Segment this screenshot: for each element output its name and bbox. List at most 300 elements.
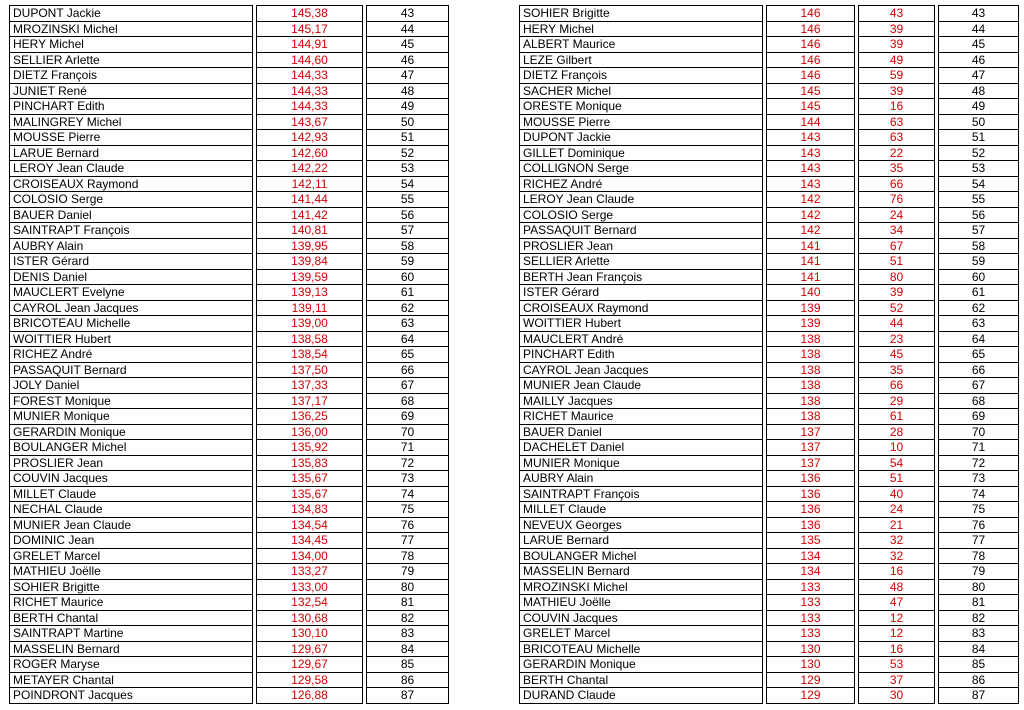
table-row — [10, 657, 449, 673]
score-cell: 145 — [767, 99, 855, 115]
rank-cell: 50 — [939, 114, 1019, 130]
rank-cell: 85 — [939, 657, 1019, 673]
table-row — [520, 378, 1019, 394]
name-cell: JUNIET René — [10, 83, 253, 99]
table-row — [10, 145, 449, 161]
rank-cell: 61 — [367, 285, 449, 301]
rank-cell: 70 — [939, 424, 1019, 440]
rank-cell: 72 — [367, 455, 449, 471]
left-ranking-table — [9, 5, 449, 704]
average-cell: 132,54 — [257, 595, 363, 611]
average-cell: 130,68 — [257, 610, 363, 626]
score-cell: 143 — [767, 145, 855, 161]
name-cell: POINDRONT Jacques — [10, 688, 253, 704]
rank-cell: 48 — [939, 83, 1019, 99]
name-cell: METAYER Chantal — [10, 672, 253, 688]
table-row — [10, 99, 449, 115]
name-cell: SELLIER Arlette — [10, 52, 253, 68]
points-cell: 28 — [859, 424, 935, 440]
name-cell: NEVEUX Georges — [520, 517, 763, 533]
name-cell: BAUER Daniel — [10, 207, 253, 223]
name-cell: PINCHART Edith — [520, 347, 763, 363]
table-row — [520, 21, 1019, 37]
average-cell: 134,83 — [257, 502, 363, 518]
name-cell: GILLET Dominique — [520, 145, 763, 161]
table-row — [520, 610, 1019, 626]
score-cell: 146 — [767, 52, 855, 68]
points-cell: 16 — [859, 564, 935, 580]
table-row — [520, 641, 1019, 657]
rank-cell: 68 — [367, 393, 449, 409]
rank-cell: 75 — [939, 502, 1019, 518]
table-row — [10, 440, 449, 456]
average-cell: 141,44 — [257, 192, 363, 208]
score-cell: 134 — [767, 564, 855, 580]
average-cell: 137,50 — [257, 362, 363, 378]
points-cell: 49 — [859, 52, 935, 68]
table-row — [10, 610, 449, 626]
name-cell: NECHAL Claude — [10, 502, 253, 518]
rank-cell: 86 — [939, 672, 1019, 688]
score-cell: 137 — [767, 440, 855, 456]
average-cell: 129,58 — [257, 672, 363, 688]
rank-cell: 84 — [939, 641, 1019, 657]
table-row — [520, 486, 1019, 502]
table-row — [10, 176, 449, 192]
table-row — [520, 672, 1019, 688]
rank-cell: 67 — [939, 378, 1019, 394]
name-cell: COLLIGNON Serge — [520, 161, 763, 177]
score-cell: 142 — [767, 192, 855, 208]
name-cell: DURAND Claude — [520, 688, 763, 704]
name-cell: MAUCLERT André — [520, 331, 763, 347]
name-cell: GERARDIN Monique — [10, 424, 253, 440]
table-row — [520, 145, 1019, 161]
table-row — [10, 207, 449, 223]
score-cell: 130 — [767, 657, 855, 673]
average-cell: 144,60 — [257, 52, 363, 68]
table-row — [10, 378, 449, 394]
rank-cell: 82 — [939, 610, 1019, 626]
table-row — [520, 471, 1019, 487]
table-row — [520, 99, 1019, 115]
average-cell: 129,67 — [257, 641, 363, 657]
average-cell: 126,88 — [257, 688, 363, 704]
points-cell: 67 — [859, 238, 935, 254]
table-row — [520, 424, 1019, 440]
score-cell: 142 — [767, 207, 855, 223]
score-cell: 146 — [767, 37, 855, 53]
name-cell: RICHEZ André — [520, 176, 763, 192]
name-cell: CAYROL Jean Jacques — [520, 362, 763, 378]
table-row — [10, 502, 449, 518]
name-cell: CROISEAUX Raymond — [10, 176, 253, 192]
table-row — [520, 564, 1019, 580]
average-cell: 138,58 — [257, 331, 363, 347]
average-cell: 144,33 — [257, 83, 363, 99]
name-cell: BOULANGER Michel — [10, 440, 253, 456]
average-cell: 141,42 — [257, 207, 363, 223]
rank-cell: 59 — [939, 254, 1019, 270]
name-cell: BERTH Chantal — [10, 610, 253, 626]
rank-cell: 60 — [367, 269, 449, 285]
table-row — [520, 83, 1019, 99]
rank-cell: 72 — [939, 455, 1019, 471]
points-cell: 35 — [859, 362, 935, 378]
table-row — [520, 254, 1019, 270]
name-cell: LEROY Jean Claude — [520, 192, 763, 208]
rank-cell: 52 — [367, 145, 449, 161]
table-row — [520, 238, 1019, 254]
average-cell: 134,45 — [257, 533, 363, 549]
score-cell: 137 — [767, 424, 855, 440]
score-cell: 130 — [767, 641, 855, 657]
average-cell: 130,10 — [257, 626, 363, 642]
rank-cell: 81 — [367, 595, 449, 611]
average-cell: 135,67 — [257, 471, 363, 487]
name-cell: COUVIN Jacques — [520, 610, 763, 626]
table-row — [10, 626, 449, 642]
name-cell: SAINTRAPT Martine — [10, 626, 253, 642]
name-cell: PROSLIER Jean — [520, 238, 763, 254]
name-cell: DACHELET Daniel — [520, 440, 763, 456]
rank-cell: 69 — [367, 409, 449, 425]
rank-cell: 65 — [367, 347, 449, 363]
rank-cell: 80 — [367, 579, 449, 595]
rank-cell: 62 — [367, 300, 449, 316]
table-row — [520, 533, 1019, 549]
table-row — [520, 517, 1019, 533]
average-cell: 138,54 — [257, 347, 363, 363]
name-cell: SOHIER Brigitte — [10, 579, 253, 595]
score-cell: 143 — [767, 161, 855, 177]
points-cell: 30 — [859, 688, 935, 704]
rank-cell: 43 — [367, 6, 449, 22]
rank-cell: 76 — [939, 517, 1019, 533]
name-cell: GRELET Marcel — [10, 548, 253, 564]
points-cell: 34 — [859, 223, 935, 239]
name-cell: PASSAQUIT Bernard — [520, 223, 763, 239]
table-row — [520, 409, 1019, 425]
table-row — [520, 6, 1019, 22]
score-cell: 139 — [767, 300, 855, 316]
rank-cell: 51 — [939, 130, 1019, 146]
average-cell: 129,67 — [257, 657, 363, 673]
rank-cell: 85 — [367, 657, 449, 673]
average-cell: 143,67 — [257, 114, 363, 130]
score-cell: 129 — [767, 688, 855, 704]
table-row — [520, 269, 1019, 285]
points-cell: 66 — [859, 378, 935, 394]
rank-cell: 87 — [367, 688, 449, 704]
points-cell: 39 — [859, 285, 935, 301]
rank-cell: 74 — [367, 486, 449, 502]
name-cell: AUBRY Alain — [10, 238, 253, 254]
table-row — [10, 114, 449, 130]
name-cell: MASSELIN Bernard — [10, 641, 253, 657]
name-cell: BRICOTEAU Michelle — [520, 641, 763, 657]
points-cell: 12 — [859, 610, 935, 626]
table-row — [520, 548, 1019, 564]
points-cell: 23 — [859, 331, 935, 347]
average-cell: 136,00 — [257, 424, 363, 440]
rank-cell: 77 — [367, 533, 449, 549]
average-cell: 139,13 — [257, 285, 363, 301]
points-cell: 32 — [859, 533, 935, 549]
table-row — [10, 269, 449, 285]
rank-cell: 73 — [939, 471, 1019, 487]
points-cell: 32 — [859, 548, 935, 564]
name-cell: BAUER Daniel — [520, 424, 763, 440]
rank-cell: 47 — [367, 68, 449, 84]
name-cell: LARUE Bernard — [10, 145, 253, 161]
score-cell: 129 — [767, 672, 855, 688]
points-cell: 51 — [859, 471, 935, 487]
average-cell: 139,84 — [257, 254, 363, 270]
table-row — [520, 285, 1019, 301]
rank-cell: 52 — [939, 145, 1019, 161]
average-cell: 133,00 — [257, 579, 363, 595]
table-row — [10, 641, 449, 657]
name-cell: MILLET Claude — [520, 502, 763, 518]
name-cell: SAINTRAPT François — [520, 486, 763, 502]
table-row — [10, 688, 449, 704]
name-cell: WOITTIER Hubert — [10, 331, 253, 347]
average-cell: 140,81 — [257, 223, 363, 239]
rank-cell: 69 — [939, 409, 1019, 425]
rank-cell: 70 — [367, 424, 449, 440]
name-cell: LEZE Gilbert — [520, 52, 763, 68]
table-row — [10, 347, 449, 363]
table-row — [10, 362, 449, 378]
rank-cell: 50 — [367, 114, 449, 130]
rank-cell: 57 — [367, 223, 449, 239]
table-row — [10, 300, 449, 316]
name-cell: MROZINSKI Michel — [520, 579, 763, 595]
score-cell: 141 — [767, 254, 855, 270]
rank-cell: 47 — [939, 68, 1019, 84]
table-row — [10, 517, 449, 533]
rank-cell: 83 — [367, 626, 449, 642]
name-cell: CAYROL Jean Jacques — [10, 300, 253, 316]
rank-cell: 58 — [939, 238, 1019, 254]
rank-cell: 43 — [939, 6, 1019, 22]
score-cell: 140 — [767, 285, 855, 301]
name-cell: MATHIEU Joëlle — [10, 564, 253, 580]
table-row — [10, 548, 449, 564]
table-row — [10, 238, 449, 254]
name-cell: DOMINIC Jean — [10, 533, 253, 549]
table-row — [520, 595, 1019, 611]
average-cell: 135,83 — [257, 455, 363, 471]
table-row — [10, 424, 449, 440]
points-cell: 54 — [859, 455, 935, 471]
table-row — [520, 579, 1019, 595]
table-row — [10, 161, 449, 177]
rank-cell: 87 — [939, 688, 1019, 704]
name-cell: DUPONT Jackie — [10, 6, 253, 22]
name-cell: LARUE Bernard — [520, 533, 763, 549]
name-cell: MUNIER Monique — [10, 409, 253, 425]
rank-cell: 54 — [367, 176, 449, 192]
rank-cell: 68 — [939, 393, 1019, 409]
points-cell: 37 — [859, 672, 935, 688]
rank-cell: 62 — [939, 300, 1019, 316]
average-cell: 142,60 — [257, 145, 363, 161]
name-cell: DUPONT Jackie — [520, 130, 763, 146]
average-cell: 135,67 — [257, 486, 363, 502]
points-cell: 80 — [859, 269, 935, 285]
points-cell: 39 — [859, 37, 935, 53]
table-row — [520, 223, 1019, 239]
rank-cell: 49 — [939, 99, 1019, 115]
name-cell: LEROY Jean Claude — [10, 161, 253, 177]
score-cell: 133 — [767, 626, 855, 642]
name-cell: MATHIEU Joëlle — [520, 595, 763, 611]
score-cell: 136 — [767, 517, 855, 533]
table-row — [10, 533, 449, 549]
score-cell: 133 — [767, 610, 855, 626]
average-cell: 139,00 — [257, 316, 363, 332]
name-cell: JOLY Daniel — [10, 378, 253, 394]
rank-cell: 53 — [939, 161, 1019, 177]
table-row — [520, 192, 1019, 208]
name-cell: MILLET Claude — [10, 486, 253, 502]
points-cell: 40 — [859, 486, 935, 502]
average-cell: 135,92 — [257, 440, 363, 456]
rank-cell: 66 — [367, 362, 449, 378]
rank-cell: 80 — [939, 579, 1019, 595]
rank-cell: 71 — [939, 440, 1019, 456]
name-cell: AUBRY Alain — [520, 471, 763, 487]
table-row — [520, 68, 1019, 84]
points-cell: 16 — [859, 641, 935, 657]
name-cell: MROZINSKI Michel — [10, 21, 253, 37]
rank-cell: 79 — [367, 564, 449, 580]
average-cell: 142,22 — [257, 161, 363, 177]
rank-cell: 77 — [939, 533, 1019, 549]
score-cell: 133 — [767, 595, 855, 611]
rank-cell: 55 — [367, 192, 449, 208]
table-row — [520, 502, 1019, 518]
rank-cell: 83 — [939, 626, 1019, 642]
name-cell: ALBERT Maurice — [520, 37, 763, 53]
table-row — [10, 130, 449, 146]
rank-cell: 67 — [367, 378, 449, 394]
table-row — [520, 300, 1019, 316]
name-cell: RICHEZ André — [10, 347, 253, 363]
rank-cell: 57 — [939, 223, 1019, 239]
points-cell: 12 — [859, 626, 935, 642]
name-cell: WOITTIER Hubert — [520, 316, 763, 332]
rank-cell: 44 — [367, 21, 449, 37]
rank-cell: 51 — [367, 130, 449, 146]
points-cell: 51 — [859, 254, 935, 270]
points-cell: 39 — [859, 21, 935, 37]
score-cell: 133 — [767, 579, 855, 595]
points-cell: 45 — [859, 347, 935, 363]
score-cell: 138 — [767, 378, 855, 394]
name-cell: ISTER Gérard — [520, 285, 763, 301]
points-cell: 53 — [859, 657, 935, 673]
name-cell: PROSLIER Jean — [10, 455, 253, 471]
average-cell: 139,95 — [257, 238, 363, 254]
rank-cell: 79 — [939, 564, 1019, 580]
score-cell: 136 — [767, 486, 855, 502]
table-row — [520, 626, 1019, 642]
name-cell: SAINTRAPT François — [10, 223, 253, 239]
rank-cell: 84 — [367, 641, 449, 657]
average-cell: 144,91 — [257, 37, 363, 53]
name-cell: DIETZ François — [520, 68, 763, 84]
table-row — [520, 207, 1019, 223]
table-row — [10, 6, 449, 22]
table-row — [520, 176, 1019, 192]
name-cell: MUNIER Jean Claude — [10, 517, 253, 533]
average-cell: 144,33 — [257, 68, 363, 84]
rank-cell: 63 — [367, 316, 449, 332]
score-cell: 144 — [767, 114, 855, 130]
average-cell: 145,38 — [257, 6, 363, 22]
rank-cell: 86 — [367, 672, 449, 688]
rank-cell: 58 — [367, 238, 449, 254]
average-cell: 137,17 — [257, 393, 363, 409]
name-cell: ISTER Gérard — [10, 254, 253, 270]
score-cell: 142 — [767, 223, 855, 239]
points-cell: 24 — [859, 502, 935, 518]
table-row — [10, 672, 449, 688]
points-cell: 22 — [859, 145, 935, 161]
name-cell: MUNIER Jean Claude — [520, 378, 763, 394]
rank-cell: 74 — [939, 486, 1019, 502]
name-cell: COLOSIO Serge — [520, 207, 763, 223]
points-cell: 10 — [859, 440, 935, 456]
table-row — [10, 223, 449, 239]
name-cell: PASSAQUIT Bernard — [10, 362, 253, 378]
name-cell: BOULANGER Michel — [520, 548, 763, 564]
name-cell: MOUSSE Pierre — [10, 130, 253, 146]
rank-cell: 45 — [939, 37, 1019, 53]
average-cell: 134,54 — [257, 517, 363, 533]
points-cell: 21 — [859, 517, 935, 533]
table-row — [10, 21, 449, 37]
table-row — [520, 316, 1019, 332]
points-cell: 59 — [859, 68, 935, 84]
right-ranking-table — [519, 5, 1019, 704]
rank-cell: 61 — [939, 285, 1019, 301]
average-cell: 144,33 — [257, 99, 363, 115]
table-row — [10, 83, 449, 99]
points-cell: 44 — [859, 316, 935, 332]
name-cell: BERTH Chantal — [520, 672, 763, 688]
table-row — [10, 192, 449, 208]
points-cell: 61 — [859, 409, 935, 425]
table-row — [520, 440, 1019, 456]
average-cell: 139,59 — [257, 269, 363, 285]
points-cell: 63 — [859, 114, 935, 130]
average-cell: 145,17 — [257, 21, 363, 37]
name-cell: SACHER Michel — [520, 83, 763, 99]
rank-cell: 49 — [367, 99, 449, 115]
score-cell: 146 — [767, 68, 855, 84]
rank-cell: 66 — [939, 362, 1019, 378]
table-row — [10, 331, 449, 347]
name-cell: BERTH Jean François — [520, 269, 763, 285]
points-cell: 24 — [859, 207, 935, 223]
rank-cell: 76 — [367, 517, 449, 533]
score-cell: 141 — [767, 238, 855, 254]
average-cell: 142,11 — [257, 176, 363, 192]
